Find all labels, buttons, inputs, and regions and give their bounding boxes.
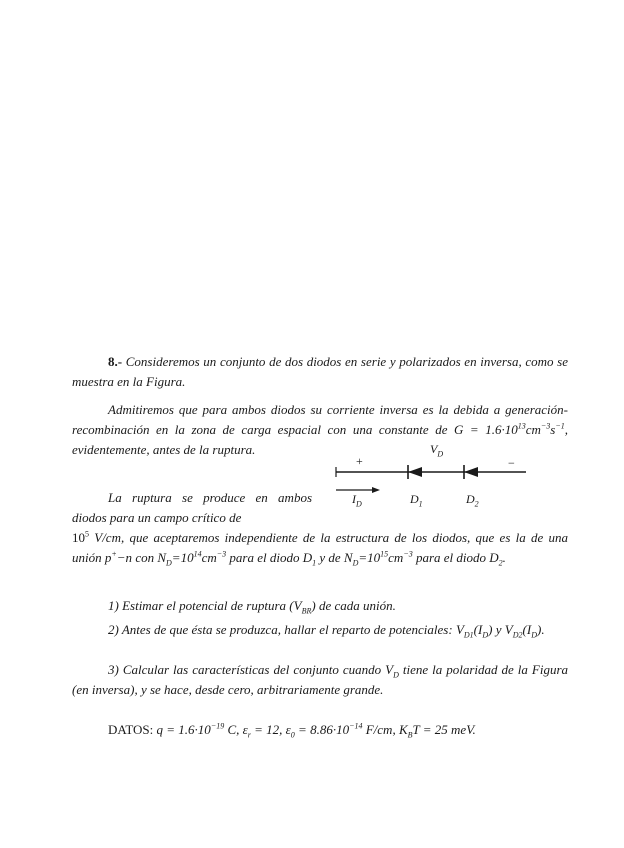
question-1: 1) Estimar el potencial de ruptura $(V_{BR})$ de cada unión. xyxy=(108,598,396,616)
d1-label: $D_1$ xyxy=(410,492,423,509)
voltage-label: $V_D$ xyxy=(430,442,444,459)
diode-circuit-figure xyxy=(330,436,540,508)
current-label: $I_D$ xyxy=(352,492,362,509)
question-3: 3) Calcular las características del conjunto cuando $V_D$ tiene la polaridad de la Figura (en inversa), y se hace, desde cero, arbitrariamente grande. xyxy=(72,662,568,697)
p3-text-b: , que aceptaremos independiente de la estructura de los diodos, que es la de una unión xyxy=(72,530,569,565)
diode-d1-symbol xyxy=(408,465,422,479)
data-line: DATOS: $q = 1.6\cdot 10^{-19}$ C, $\varepsilon_r = 12$, $\varepsilon_0 = 8.86\cdot 10^{-14}$ F/cm, $K_BT = 25$ meV. xyxy=(108,721,476,740)
minus-terminal-label: − xyxy=(508,456,515,470)
question-2: 2) Antes de que ésta se produzca, hallar el reparto de potenciales: $V_{D1}(I_D)$ y $V_{D2}(I_D)$. xyxy=(108,622,545,640)
diode-d2-symbol xyxy=(464,465,478,479)
plus-terminal-label: + xyxy=(356,454,363,468)
problem-intro xyxy=(72,352,568,392)
p2-text-a: Admitiremos que para ambos diodos su corriente inversa es la debida a generación-recombinación en la zona de carga espacial con una constante de xyxy=(72,402,568,437)
paragraph-breakdown-start xyxy=(72,488,312,528)
generation-constant: $G = 1.6\cdot 10^{13}cm^{-3}s^{-1}$ xyxy=(454,421,565,437)
doping-d1: $N_D=10^{14}cm^{-3}$ xyxy=(157,549,227,568)
paragraph-breakdown-cont: $10^5$ V/cm, que aceptaremos independiente de la estructura de los diodos, que es la de una unión p+−n con $N_D=10^{14}cm^{-3}$ para el diodo $D_1$ y de $N_D=10^{15}cm^{-3}$ para el diodo $D_2$. xyxy=(72,529,569,568)
p3-text-a: La ruptura se produce en ambos diodos para un campo crítico de xyxy=(72,490,312,525)
problem-number: 8.- xyxy=(108,354,123,369)
junction-type: p+−n xyxy=(104,549,133,565)
doping-d2: $N_D=10^{15}cm^{-3}$ xyxy=(343,549,413,568)
intro-text: Consideremos un conjunto de dos diodos en serie y polarizados en inversa, como se muestra en la Figura. xyxy=(72,354,569,389)
critical-field: $10^5$ V/cm xyxy=(72,529,121,545)
p2-text-b: , evidentemente, antes de la ruptura. xyxy=(72,422,569,457)
d2-label: $D_2$ xyxy=(466,492,479,509)
